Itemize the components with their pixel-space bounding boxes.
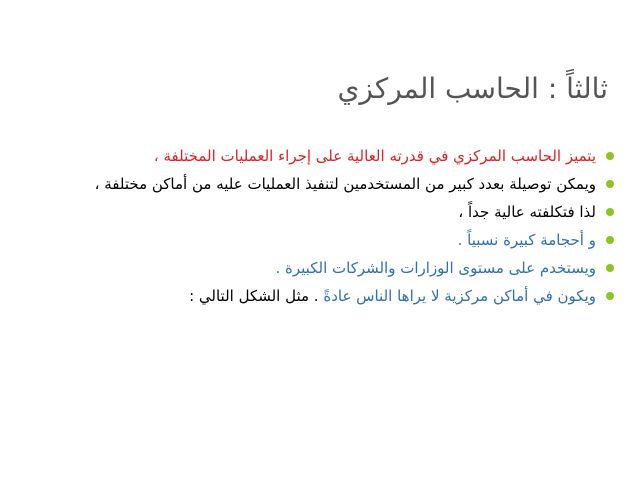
bullet-dot-icon — [606, 292, 614, 300]
bullet-dot-icon — [606, 208, 614, 216]
bullet-item-3 — [28, 198, 614, 226]
bullet-item-5 — [28, 254, 614, 282]
bullet-item-1 — [28, 142, 614, 170]
bullet-list — [28, 142, 614, 310]
bullet-text-part1: ويكون في أماكن مركزية لا يراها الناس عادةً — [323, 287, 596, 305]
bullet-item-4 — [28, 226, 614, 254]
bullet-dot-icon — [606, 152, 614, 160]
bullet-dot-icon — [606, 264, 614, 272]
bullet-item-2 — [28, 170, 614, 198]
bullet-text: و أحجامة كبيرة نسبياً . — [457, 231, 596, 249]
bullet-text: ويستخدم على مستوى الوزارات والشركات الكبيرة . — [275, 259, 596, 277]
bullet-text: ويمكن توصيلة بعدد كبير من المستخدمين لتنفيذ العمليات عليه من أماكن مختلفة ، — [94, 175, 596, 193]
bullet-item-6 — [28, 282, 614, 310]
bullet-dot-icon — [606, 180, 614, 188]
slide-title: ثالثاً : الحاسب المركزي — [337, 72, 608, 105]
bullet-text-part2: . مثل الشكل التالي : — [189, 287, 324, 305]
bullet-dot-icon — [606, 236, 614, 244]
bullet-text: يتميز الحاسب المركزي في قدرته العالية على إجراء العمليات المختلفة ، — [153, 147, 596, 165]
bullet-text: لذا فتكلفته عالية جداً ، — [458, 203, 596, 221]
